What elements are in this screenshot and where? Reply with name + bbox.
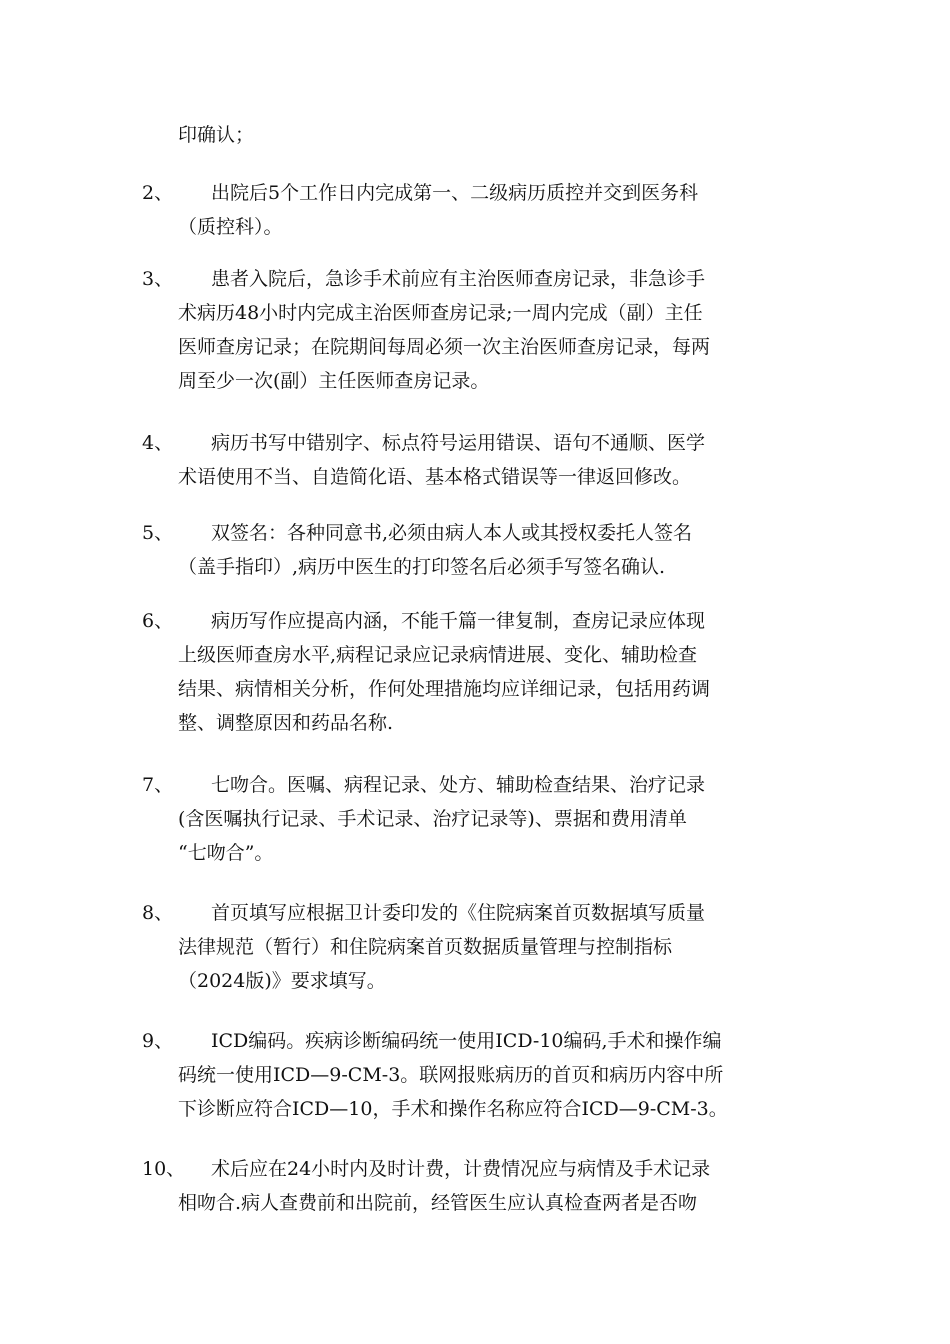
item-text [178, 1024, 810, 1126]
item-line: 整、调整原因和药品名称. [178, 712, 394, 734]
item-line: 病历书写中错别字、标点符号运用错误、语句不通顺、医学 [211, 432, 706, 454]
item-text [178, 604, 810, 740]
item-line: 术语使用不当、自造简化语、基本格式错误等一律返回修改。 [178, 466, 692, 488]
item-line: 七吻合。医嘱、病程记录、处方、辅助检查结果、治疗记录 [211, 774, 706, 796]
item-line: （盖手指印）,病历中医生的打印签名后必须手写签名确认. [178, 556, 666, 578]
item-text [178, 896, 810, 998]
item-line: 双签名：各种同意书,必须由病人本人或其授权委托人签名 [211, 522, 693, 544]
item-line: 下诊断应符合ICD—10，手术和操作名称应符合ICD—9-CM-3。 [178, 1098, 728, 1120]
item-line: 患者入院后，急诊手术前应有主治医师查房记录，非急诊手 [211, 268, 706, 290]
item-text [178, 262, 810, 398]
item-number: 8、 [142, 902, 174, 924]
item-line: （质控科）。 [178, 216, 283, 238]
item-line: 法律规范（暂行）和住院病案首页数据质量管理与控制指标 [178, 936, 673, 958]
item-text [178, 516, 810, 584]
item-line: 相吻合.病人查费前和出院前，经管医生应认真检查两者是否吻 [178, 1192, 698, 1214]
item-number: 3、 [142, 268, 174, 290]
item-line: 术病历48小时内完成主治医师查房记录;一周内完成（副）主任 [178, 302, 703, 324]
item-line: 病历写作应提高内涵，不能千篇一律复制，查房记录应体现 [211, 610, 706, 632]
item-line: ICD编码。疾病诊断编码统一使用ICD-10编码,手术和操作编 [211, 1030, 722, 1052]
item-number: 5、 [142, 522, 174, 544]
item-text [178, 1152, 810, 1220]
item-number: 4、 [142, 432, 174, 454]
item-line: 上级医师查房水平,病程记录应记录病情进展、变化、辅助检查 [178, 644, 698, 666]
item-number: 2、 [142, 182, 174, 204]
item-line: 医师查房记录；在院期间每周必须一次主治医师查房记录，每两 [178, 336, 711, 358]
item-number: 10、 [142, 1158, 186, 1180]
item-number: 6、 [142, 610, 174, 632]
continuation-text: 印确认； [178, 124, 255, 146]
item-line: 术后应在24小时内及时计费，计费情况应与病情及手术记录 [211, 1158, 711, 1180]
item-text [178, 426, 810, 494]
item-line: 结果、病情相关分析，作何处理措施均应详细记录，包括用药调 [178, 678, 711, 700]
item-text [178, 768, 810, 870]
item-line: “七吻合”。 [178, 842, 274, 864]
item-number: 7、 [142, 774, 174, 796]
item-line: 周至少一次(副）主任医师查房记录。 [178, 370, 490, 392]
item-number: 9、 [142, 1030, 174, 1052]
item-line: (含医嘱执行记录、手术记录、治疗记录等)、票据和费用清单 [178, 808, 687, 830]
item-line: 首页填写应根据卫计委印发的《住院病案首页数据填写质量 [211, 902, 706, 924]
item-line: 出院后5个工作日内完成第一、二级病历质控并交到医务科 [211, 182, 699, 204]
item-line: 码统一使用ICD—9-CM-3。联网报账病历的首页和病历内容中所 [178, 1064, 724, 1086]
item-line: （2024版)》要求填写。 [178, 970, 386, 992]
item-text [178, 176, 810, 244]
